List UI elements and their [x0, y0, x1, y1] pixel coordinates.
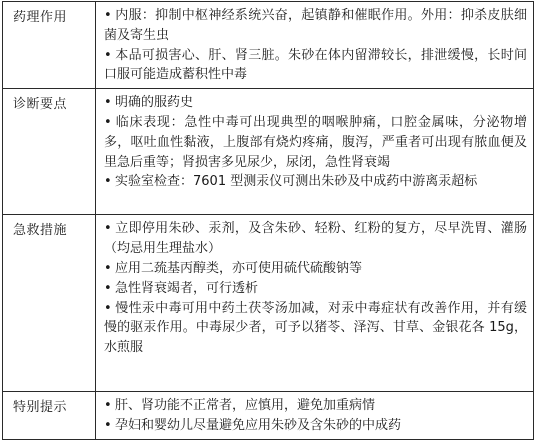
item-text: 临床表现：急性中毒可出现典型的咽喉肿痛，口腔金属味，分泌物增多，呕吐血性黏液，上腹部有烧灼疼痛，腹泻，严重者可出现有脓血便及里急后重等；肾损害多见尿少，尿闭，急性肾衰竭 — [104, 114, 527, 170]
bullet-icon: • — [104, 280, 112, 296]
list-item — [104, 113, 527, 172]
bullet-icon: • — [104, 95, 112, 111]
item-text: 孕妇和婴幼儿尽量避免应用朱砂及含朱砂的中成药 — [115, 417, 402, 433]
list-item — [104, 416, 527, 436]
bullet-icon: • — [104, 261, 112, 277]
bullet-icon: • — [104, 174, 112, 190]
bullet-icon: • — [104, 417, 112, 433]
item-text: 立即停用朱砂、汞剂，及含朱砂、轻粉、红粉的复方，尽早洗胃、灌肠（均忌用生理盐水） — [104, 221, 527, 257]
list-item — [104, 6, 527, 46]
table-row-special-notes — [3, 391, 534, 439]
item-text: 急性肾衰竭者，可行透析 — [115, 280, 259, 296]
item-text: 明确的服药史 — [115, 95, 194, 111]
row-label-first-aid: 急救措施 — [3, 215, 96, 391]
list-item — [104, 259, 527, 279]
bullet-icon: • — [104, 397, 112, 413]
row-label-special-notes: 特别提示 — [3, 391, 96, 439]
list-item — [104, 219, 527, 259]
row-content-special-notes — [96, 391, 534, 439]
bullet-icon: • — [104, 221, 112, 237]
row-content-diagnosis — [96, 89, 534, 215]
bullet-icon: • — [104, 8, 112, 23]
bullet-icon: • — [104, 47, 112, 63]
list-item — [104, 279, 527, 299]
bullet-icon: • — [104, 300, 112, 316]
item-text: 本品可损害心、肝、肾三脏。朱砂在体内留滞较长，排泄缓慢，长时间口服可能造成蓄积性中毒 — [104, 47, 527, 83]
item-text: 内服：抑制中枢神经系统兴奋，起镇静和催眠作用。外用：抑杀皮肤细菌及寄生虫 — [104, 8, 527, 43]
row-label-pharmacology: 药理作用 — [3, 2, 96, 89]
list-item — [104, 396, 527, 416]
item-text: 实验室检查：7601 型测汞仪可测出朱砂及中成药中游离汞超标 — [115, 174, 478, 190]
info-table — [2, 1, 534, 440]
table-row-pharmacology — [3, 2, 534, 89]
row-content-pharmacology — [96, 2, 534, 89]
row-content-first-aid — [96, 215, 534, 391]
list-item — [104, 299, 527, 358]
table-row-diagnosis — [3, 89, 534, 215]
list-item — [104, 172, 527, 192]
list-item — [104, 46, 527, 86]
item-text: 肝、肾功能不正常者，应慎用，避免加重病情 — [115, 397, 376, 413]
item-text: 慢性汞中毒可用中药土茯苓汤加减，对汞中毒症状有改善作用，并有缓慢的驱汞作用。中毒尿少者，可予以猪苓、泽泻、甘草、金银花各 15g，水煎服 — [104, 300, 527, 356]
table-row-first-aid — [3, 215, 534, 391]
item-text: 应用二巯基丙醇类，亦可使用硫代硫酸钠等 — [115, 261, 363, 277]
bullet-icon: • — [104, 114, 112, 130]
row-label-diagnosis: 诊断要点 — [3, 89, 96, 215]
list-item — [104, 93, 527, 113]
